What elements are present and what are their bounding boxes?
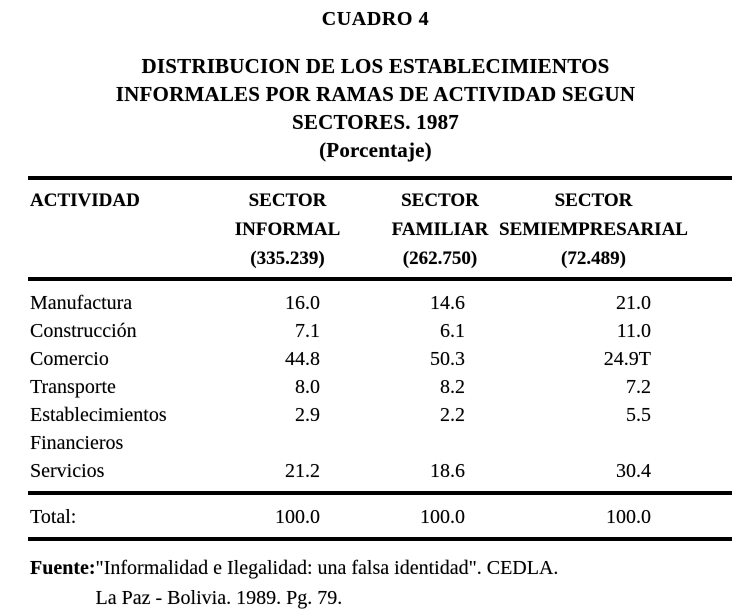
row-label: Servicios: [30, 460, 105, 482]
table-body: [28, 281, 732, 491]
cell-value: 8.0: [295, 376, 320, 398]
col-header-sector-familiar: [345, 186, 495, 273]
header-row: [28, 180, 732, 277]
cell-value: 14.6: [430, 292, 465, 314]
total-value: 100.0: [420, 506, 465, 528]
cell-value: 5.5: [626, 404, 651, 426]
total-label: Total:: [30, 506, 77, 528]
table-row: [28, 345, 732, 373]
header-label: ACTIVIDAD: [30, 190, 140, 211]
cell-value: 24.9T: [603, 348, 651, 370]
cell-value: 6.1: [440, 320, 465, 342]
row-label: Transporte: [30, 376, 116, 398]
table-row: [28, 429, 732, 457]
table-row: [28, 401, 732, 429]
cell-value: 50.3: [430, 348, 465, 370]
table-row: [28, 457, 732, 485]
col-header-actividad: [28, 186, 230, 273]
col-header-sector-informal: [230, 186, 345, 273]
cell-value: 16.0: [285, 292, 320, 314]
source-note: [30, 553, 751, 613]
table-row: [28, 289, 732, 317]
cell-value: [495, 429, 732, 457]
title-line: DISTRIBUCION DE LOS ESTABLECIMIENTOS: [141, 54, 610, 78]
table-title: [0, 52, 751, 164]
col-header-sector-semiempresarial: [495, 186, 732, 273]
cell-value: 21.0: [616, 292, 651, 314]
table-row: [28, 373, 732, 401]
cell-value: 21.2: [285, 460, 320, 482]
cell-value: 8.2: [440, 376, 465, 398]
table-caption: CUADRO 4: [321, 8, 430, 30]
header-count: (335.239): [250, 248, 325, 269]
header-label: SECTOR: [401, 190, 479, 211]
header-sublabel: INFORMAL: [234, 219, 341, 240]
cell-value: 7.1: [295, 320, 320, 342]
cell-value: 30.4: [616, 460, 651, 482]
total-value: 100.0: [275, 506, 320, 528]
source-label: Fuente:: [30, 557, 96, 579]
cell-value: 7.2: [626, 376, 651, 398]
row-label: Establecimientos: [30, 404, 167, 426]
source-line: La Paz - Bolivia. 1989. Pg. 79.: [95, 587, 343, 609]
cell-value: [230, 429, 345, 457]
row-label: Comercio: [30, 348, 109, 370]
cell-value: [345, 429, 495, 457]
cell-value: 11.0: [616, 320, 651, 342]
title-line: SECTORES. 1987: [292, 110, 459, 134]
source-text: [96, 553, 751, 613]
header-count: (262.750): [402, 248, 478, 269]
row-label: Financieros: [30, 432, 124, 454]
table-subtitle: (Porcentaje): [319, 138, 432, 162]
header-label: SECTOR: [554, 190, 633, 211]
row-label: Manufactura: [30, 292, 133, 314]
total-row: [28, 495, 732, 537]
header-label: SECTOR: [248, 190, 327, 211]
header-sublabel: FAMILIAR: [391, 219, 489, 240]
rule-bottom: [28, 537, 732, 541]
table-row: [28, 317, 732, 345]
row-label: Construcción: [30, 320, 137, 342]
header-sublabel: SEMIEMPRESARIAL: [499, 219, 688, 240]
cell-value: 2.2: [440, 404, 465, 426]
title-line: INFORMALES POR RAMAS DE ACTIVIDAD SEGUN: [115, 82, 636, 106]
stat-table: [28, 176, 732, 541]
header-count: (72.489): [561, 248, 626, 269]
cell-value: 2.9: [295, 404, 320, 426]
source-line: "Informalidad e Ilegalidad: una falsa identidad". CEDLA.: [95, 557, 559, 579]
cell-value: 18.6: [430, 460, 465, 482]
total-value: 100.0: [606, 506, 651, 528]
cell-value: 44.8: [285, 348, 320, 370]
